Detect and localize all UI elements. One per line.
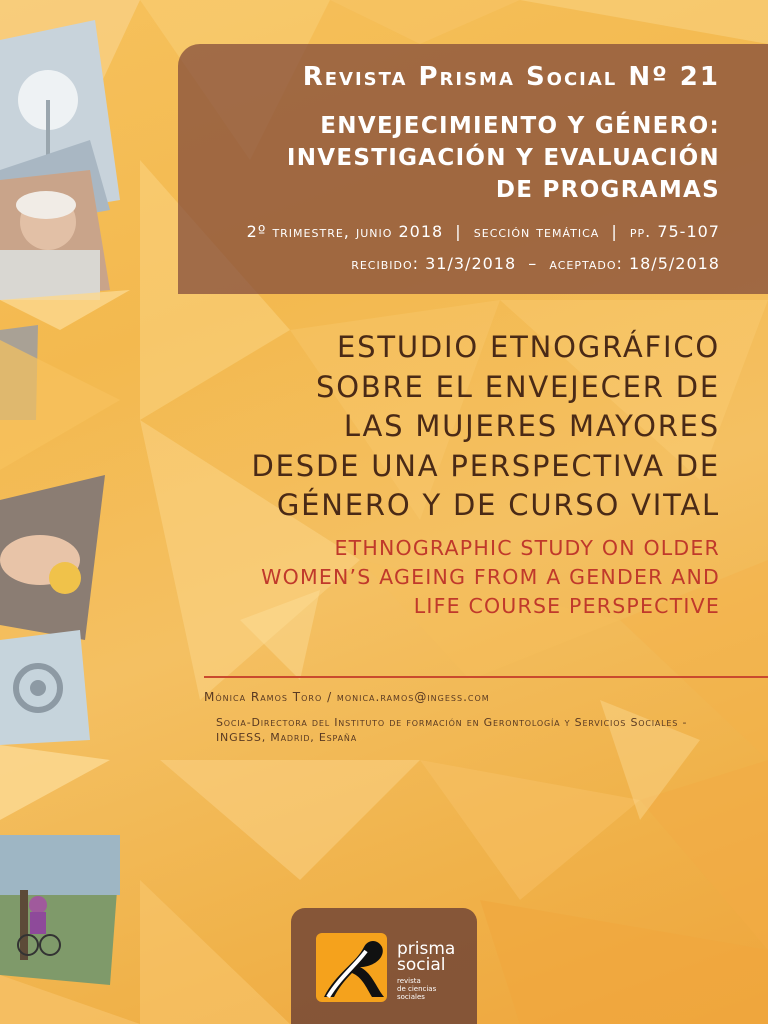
logo-word-prisma: prisma [397, 939, 456, 959]
article-title-spanish [160, 328, 720, 526]
prisma-social-logo [291, 908, 477, 1024]
title-es-line: SOBRE EL ENVEJECER DE [316, 369, 720, 404]
title-es-line: ESTUDIO ETNOGRÁFICO [337, 330, 720, 364]
issue-meta-line [247, 222, 720, 241]
logo-subtitle [397, 977, 467, 1001]
received-date: recibido: 31/3/2018 [351, 254, 517, 273]
prisma-social-logo-icon [316, 933, 387, 1002]
issue-title-line: INVESTIGACIÓN Y EVALUACIÓN [286, 145, 720, 171]
issue-section: sección temática [473, 222, 600, 241]
issue-title [200, 110, 720, 206]
article-title-english [160, 534, 720, 621]
journal-title: Revista Prisma Social Nº 21 [302, 62, 720, 92]
logo-sub-line: revista [397, 977, 421, 985]
photo-collage-strip [0, 0, 140, 1024]
separator: – [528, 254, 538, 273]
author-affiliation [216, 715, 736, 745]
separator: | [455, 222, 462, 241]
issue-quarter: 2º trimestre, junio 2018 [246, 222, 444, 241]
title-es-line: LAS MUJERES MAYORES [343, 409, 720, 443]
title-es-line: DESDE UNA PERSPECTIVA DE [251, 448, 720, 483]
issue-title-line: ENVEJECIMIENTO Y GÉNERO: [320, 113, 720, 139]
issue-title-line: DE PROGRAMAS [495, 177, 720, 203]
title-es-line: GÉNERO Y DE CURSO VITAL [276, 488, 720, 522]
issue-pages: pp. 75-107 [629, 222, 720, 241]
title-en-line: WOMEN’S AGEING FROM A GENDER AND [261, 565, 720, 589]
divider-rule [204, 676, 768, 678]
author-line: Mónica Ramos Toro / monica.ramos@ingess.com [204, 690, 490, 704]
logo-sub-line: de ciencias [397, 985, 437, 993]
separator: | [611, 222, 618, 241]
affiliation-line: Socia-Directora del Instituto de formación en Gerontología y Servicios Sociales - [216, 716, 688, 729]
dates-line [351, 254, 720, 273]
title-en-line: ETHNOGRAPHIC STUDY ON OLDER [334, 536, 720, 560]
issue-header-panel [178, 44, 768, 294]
logo-sub-line: sociales [397, 993, 425, 1001]
title-en-line: LIFE COURSE PERSPECTIVE [413, 594, 720, 618]
affiliation-line: INGESS, Madrid, España [216, 731, 357, 744]
logo-word-social: social [397, 955, 446, 975]
accepted-date: aceptado: 18/5/2018 [549, 254, 720, 273]
